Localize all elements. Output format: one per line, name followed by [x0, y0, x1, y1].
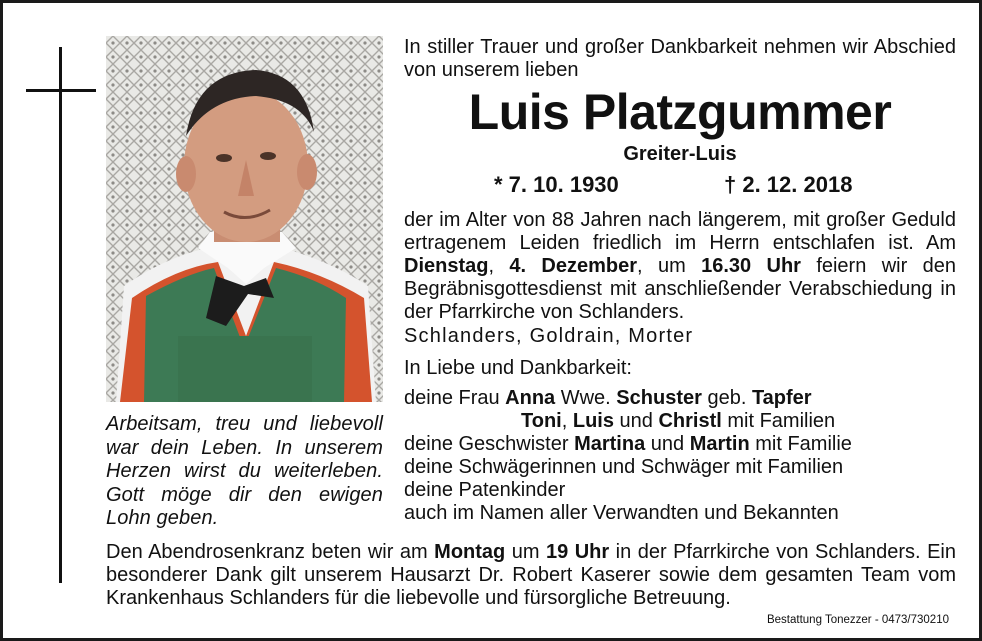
deceased-name: Luis Platzgummer — [468, 84, 892, 140]
family-row: Toni, Luis und Christl mit Familien — [521, 410, 836, 432]
portrait-photo — [106, 36, 383, 402]
funeral-date: 4. Dezember — [509, 255, 638, 277]
death-date: † 2. 12. 2018 — [724, 172, 853, 197]
family-row: deine Schwägerinnen und Schwäger mit Familien — [404, 456, 844, 478]
love-line: In Liebe und Dankbarkeit: — [404, 357, 632, 379]
nickname: Greiter-Luis — [623, 143, 737, 165]
body-text: der im Alter von 88 Jahren nach längerem, mit großer Geduld ertragenem Leiden friedlich im Herrn entschlafen ist. Am — [404, 209, 956, 254]
funeral-day: Dienstag — [404, 255, 489, 277]
body-text: , um — [637, 255, 702, 277]
undertaker-credit: Bestattung Tonezzer - 0473/730210 — [766, 614, 949, 626]
family-row: deine Frau Anna Wwe. Schuster geb. Tapfer — [404, 387, 812, 409]
cross-icon-horizontal — [26, 89, 96, 92]
body-text: , — [488, 255, 510, 277]
birth-date: * 7. 10. 1930 — [494, 172, 619, 197]
family-list — [404, 387, 956, 525]
body-text: feiern wir den Begräbnisgottesdienst mit anschließender Verabschiedung in der Pfarrkirche von Schlanders. — [404, 255, 956, 323]
places: Schlanders, Goldrain, Morter — [404, 325, 694, 347]
cross-icon-vertical — [59, 47, 62, 583]
rosary-notice: Den Abendrosenkranz beten wir am Montag um 19 Uhr in der Pfarrkirche von Schlanders. Ein besonderer Dank gilt unserem Hausarzt Dr. Robert Kaserer sowie dem gesamten Team vom Krankenhaus Schlanders für die liebevolle und fürsorgliche Betreuung. — [106, 541, 956, 609]
family-row: deine Patenkinder — [404, 479, 566, 501]
funeral-time: 16.30 Uhr — [701, 255, 801, 277]
announcement-body — [404, 209, 956, 324]
family-row: deine Geschwister Martina und Martin mit Familie — [404, 433, 852, 455]
memorial-quote: Arbeitsam, treu und liebevoll war dein Leben. In unserem Herzen wirst du weiterleben. Gott möge dir den ewigen Lohn geben. — [106, 413, 383, 529]
family-row: auch im Namen aller Verwandten und Bekannten — [404, 502, 839, 524]
intro-text: In stiller Trauer und großer Dankbarkeit nehmen wir Abschied von unserem lieben — [404, 36, 956, 81]
